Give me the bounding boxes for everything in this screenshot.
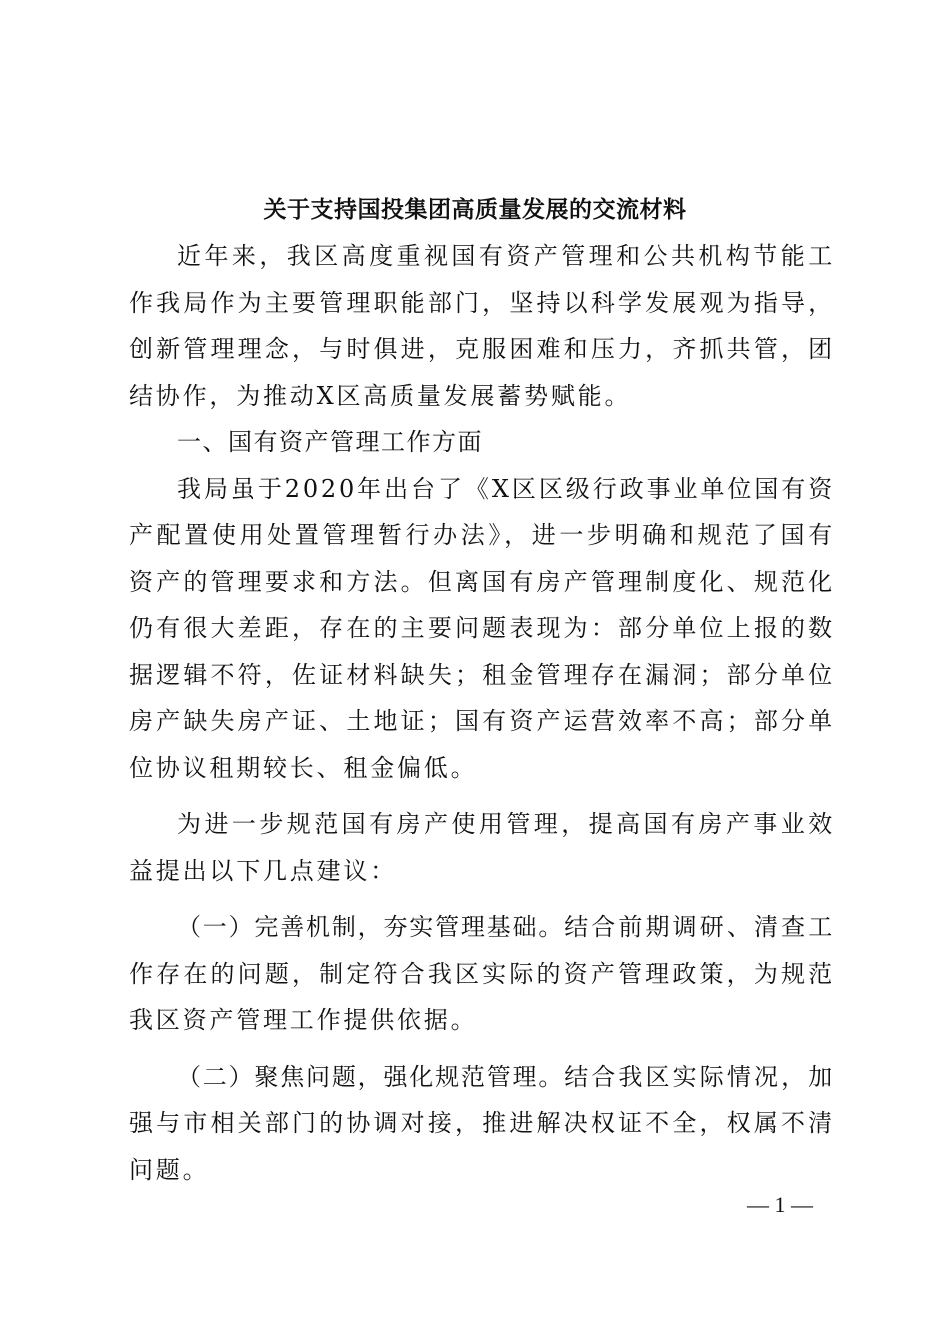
intro-paragraph: 近年来，我区高度重视国有资产管理和公共机构节能工作我局作为主要管理职能部门，坚持以科学发展观为指导，创新管理理念，与时俱进，克服困难和压力，齐抓共管，团结协作，为推动X区高质量发展蓄势赋能。 xyxy=(129,242,835,410)
section-heading: 一、国有资产管理工作方面 xyxy=(177,428,483,456)
document-body xyxy=(129,233,835,1193)
suggestion-item-2 xyxy=(129,1054,835,1194)
document-title: 关于支持国投集团高质量发展的交流材料 xyxy=(263,196,687,223)
paragraph-suggestions-intro: 为进一步规范国有房产使用管理，提高国有房产事业效益提出以下几点建议： xyxy=(129,810,835,885)
page-number: — 1 — xyxy=(747,1192,813,1217)
suggestion-item-1-text: 结合前期调研、清查工作存在的问题，制定符合我区实际的资产管理政策，为规范我区资产管理工作提供依据。 xyxy=(129,913,835,1034)
suggestion-item-1-title: （一）完善机制，夯实管理基础。 xyxy=(177,913,565,941)
suggestion-item-2-title: （二）聚焦问题，强化规范管理。 xyxy=(177,1062,565,1091)
suggestion-item-1 xyxy=(129,904,835,1044)
suggestion-item-2-text: 结合我区实际情况，加强与市相关部门的协调对接，推进解决权证不全，权属不清问题。 xyxy=(129,1062,835,1184)
paragraph-assets-issues: 我局虽于2020年出台了《X区区级行政事业单位国有资产配置使用处置管理暂行办法》，进一步明确和规范了国有资产的管理要求和方法。但离国有房产管理制度化、规范化仍有很大差距，存在的主要问题表现为：部分单位上报的数据逻辑不符，佐证材料缺失；租金管理存在漏洞；部分单位房产缺失房产证、土地证；国有资产运营效率不高；部分单位协议租期较长、租金偏低。 xyxy=(129,474,835,782)
